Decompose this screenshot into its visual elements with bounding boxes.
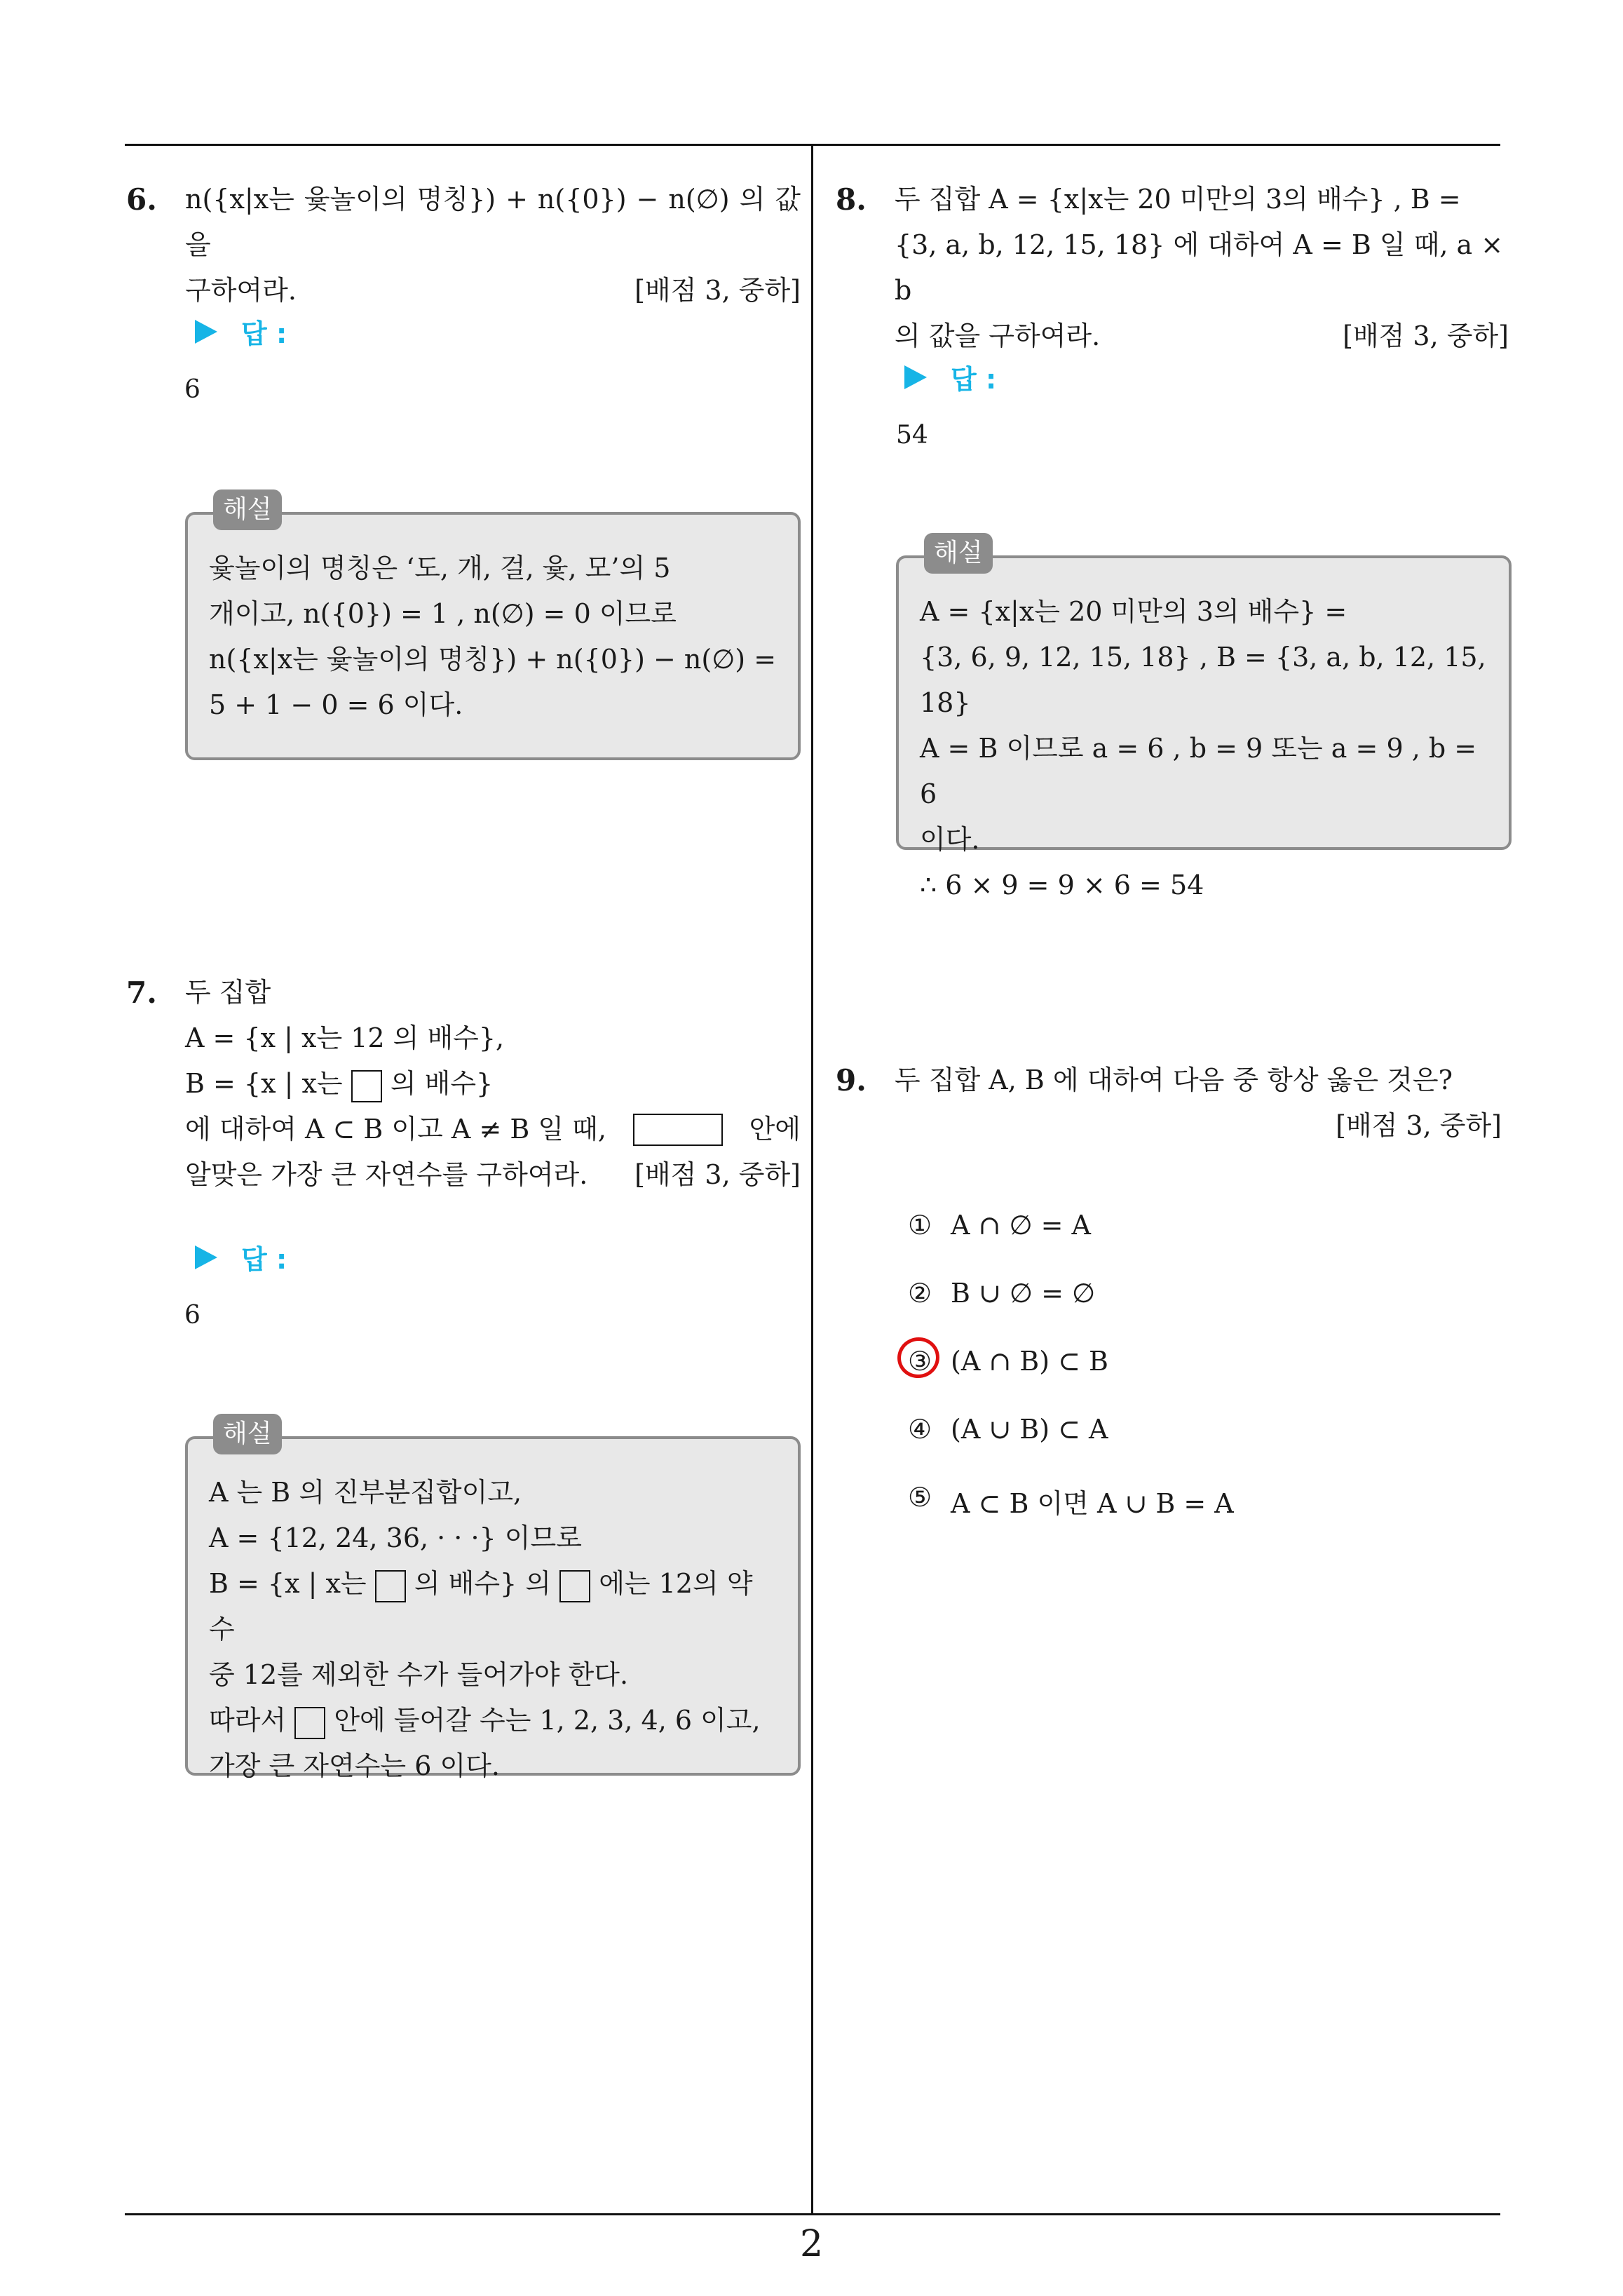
solution-line: A = {x|x는 20 미만의 3의 배수} =	[920, 596, 1347, 627]
solution-line: A = {12, 24, 36, · · ·} 이므로	[209, 1522, 582, 1553]
blank-box	[351, 1070, 382, 1102]
answer-label: 답 :	[241, 318, 287, 349]
choice-5[interactable]	[903, 1482, 1234, 1550]
question-8	[836, 177, 1509, 359]
question-text: 알맞은 가장 큰 자연수를 구하여라.	[185, 1159, 588, 1190]
blank-box-wide	[633, 1114, 723, 1146]
question-text: {3, a, b, 12, 15, 18} 에 대하여 A = B 일 때, a × b	[895, 229, 1504, 306]
solution-tag: 해설	[924, 533, 993, 574]
choice-text: (A ∪ B) ⊂ A	[951, 1414, 1108, 1445]
choice-2[interactable]	[903, 1278, 1234, 1346]
choice-number: ①	[907, 1210, 932, 1241]
question-text: 의 배수}	[390, 1068, 494, 1099]
question-9	[836, 1058, 1509, 1149]
solution-line: A 는 B 의 진부분집합이고,	[209, 1477, 522, 1508]
solution-text: 안에 들어갈 수는 1, 2, 3, 4, 6 이고,	[334, 1705, 761, 1736]
solution-line: A = B 이므로 a = 6 , b = 9 또는 a = 9 , b = 6	[920, 733, 1477, 809]
solution-line: 개이고, n({0}) = 1 , n(∅) = 0 이므로	[209, 598, 677, 629]
play-triangle-icon	[195, 320, 217, 344]
answer-label: 답 :	[241, 1244, 287, 1275]
choice-text: (A ∩ B) ⊂ B	[951, 1346, 1108, 1377]
solution-line: 가장 큰 자연수는 6 이다.	[209, 1750, 500, 1781]
solution-line: n({x|x는 윷놀이의 명칭}) + n({0}) − n(∅) =	[209, 644, 777, 675]
question-text: 두 집합 A = {x|x는 20 미만의 3의 배수} , B =	[895, 184, 1461, 215]
solution-text: 따라서	[209, 1705, 287, 1736]
play-triangle-icon	[195, 1245, 217, 1269]
solution-box	[185, 1419, 801, 1781]
solution-box	[896, 539, 1512, 900]
answer-row	[195, 312, 287, 351]
choice-number: ⑤	[907, 1482, 932, 1513]
question-number: 6.	[126, 182, 157, 217]
score-meta: [배점 3, 중하]	[634, 1159, 801, 1190]
answer-row	[195, 1238, 287, 1276]
score-meta: [배점 3, 중하]	[1343, 320, 1509, 351]
choice-1[interactable]	[903, 1210, 1234, 1278]
question-number: 7.	[126, 975, 157, 1010]
choice-text: B ∪ ∅ = ∅	[951, 1278, 1096, 1309]
question-text: B = {x | x는	[185, 1068, 343, 1099]
solution-line: 중 12를 제외한 수가 들어가야 한다.	[209, 1659, 629, 1690]
question-7	[126, 970, 801, 1198]
solution-tag: 해설	[213, 1414, 282, 1454]
choice-number: ④	[907, 1414, 932, 1445]
solution-line: 이다.	[920, 824, 980, 855]
solution-line: ∴ 6 × 9 = 9 × 6 = 54	[920, 870, 1204, 900]
solution-text: 에는 12의 약수	[209, 1568, 753, 1645]
choice-text: A ⊂ B 이면 A ∪ B = A	[951, 1488, 1234, 1519]
choice-list	[903, 1210, 1234, 1550]
page-number: 2	[799, 2223, 824, 2265]
blank-box	[559, 1570, 590, 1602]
question-text: 의 값을 구하여라.	[895, 320, 1101, 351]
blank-box	[294, 1707, 325, 1739]
question-number: 8.	[836, 182, 867, 217]
solution-line: 윷놀이의 명칭은 ‘도, 개, 걸, 윷, 모’의 5	[209, 553, 671, 583]
choice-number: ③	[907, 1346, 932, 1377]
choice-3[interactable]	[903, 1346, 1234, 1414]
solution-text: B = {x | x는	[209, 1568, 367, 1599]
choice-number: ②	[907, 1278, 932, 1309]
solution-text: 의 배수} 의	[414, 1568, 551, 1599]
question-6	[126, 177, 801, 313]
question-text: 에 대하여 A ⊂ B 이고 A ≠ B 일 때,	[185, 1114, 606, 1144]
question-text: 두 집합	[185, 977, 271, 1008]
score-meta: [배점 3, 중하]	[634, 275, 801, 306]
answer-label: 답 :	[951, 364, 997, 395]
answer-value: 6	[184, 1301, 201, 1330]
answer-row	[904, 358, 996, 396]
question-text: A = {x | x는 12 의 배수},	[185, 1022, 505, 1053]
score-meta: [배점 3, 중하]	[1336, 1110, 1502, 1141]
column-divider	[811, 144, 813, 2215]
solution-tag: 해설	[213, 489, 282, 530]
solution-line: {3, 6, 9, 12, 15, 18} , B = {3, a, b, 12, 15, 18}	[920, 642, 1486, 718]
play-triangle-icon	[904, 365, 927, 389]
answer-value: 54	[896, 421, 928, 450]
question-number: 9.	[836, 1063, 867, 1098]
question-text: n({x|x는 윷놀이의 명칭}) + n({0}) − n(∅) 의 값을	[185, 184, 801, 260]
choice-text: A ∩ ∅ = A	[951, 1210, 1091, 1241]
bottom-rule	[125, 2213, 1500, 2215]
solution-line: 5 + 1 − 0 = 6 이다.	[209, 689, 463, 720]
answer-value: 6	[184, 375, 201, 404]
question-text: 두 집합 A, B 에 대하여 다음 중 항상 옳은 것은?	[895, 1065, 1453, 1095]
solution-box	[185, 495, 801, 760]
choice-4[interactable]	[903, 1414, 1234, 1482]
blank-box	[375, 1570, 406, 1602]
question-text: 안에	[749, 1114, 801, 1144]
question-text: 구하여라.	[185, 275, 297, 306]
